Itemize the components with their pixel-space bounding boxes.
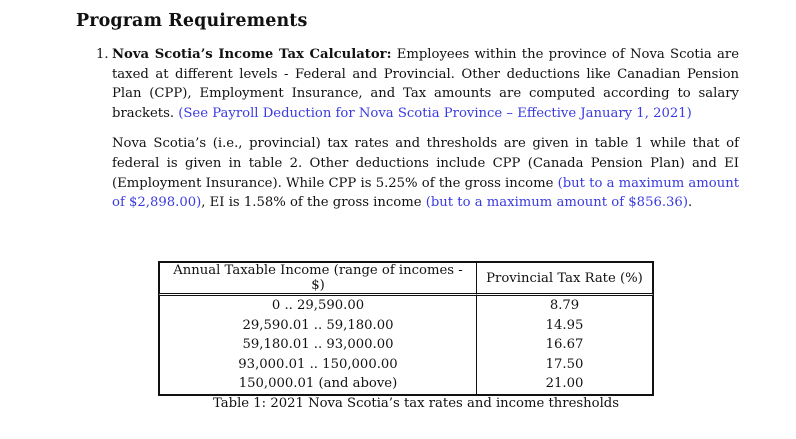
requirement-item-1 [96,45,739,213]
header-tax-rate: Provincial Tax Rate (%) [477,262,653,296]
item-number: 1. [96,47,109,62]
tax-rate-cell: 8.79 [477,296,653,316]
header-income-range: Annual Taxable Income (range of incomes - $) [159,262,477,296]
tax-rates-table [158,261,654,396]
item-title: Nova Scotia’s Income Tax Calculator: [112,47,392,62]
payroll-deduction-link[interactable]: (See Payroll Deduction for Nova Scotia Province – Effective January 1, 2021) [178,105,692,121]
income-range-cell: 59,180.01 .. 93,000.00 [159,335,477,355]
table-row [159,355,653,375]
paragraph-text-3: . [687,195,693,211]
paragraph-text-1: Nova Scotia’s (i.e., provincial) tax rates and thresholds are given in table 1 while that of federal is given in table 2. Other deductions include CPP (Canada Pension Plan) and EI (Employment Insurance). While CPP is 5.25% of the gross income [112,136,739,191]
item-description: Employees within the province of Nova Scotia are taxed at different levels - Federal and Provincial. Other deductions like Canadian Pension Plan (CPP), Employment Insurance, and Tax amounts are computed according to salary brackets. [112,47,739,121]
table-row [159,335,653,355]
table-row [159,374,653,395]
paragraph-text-2: , EI is 1.58% of the gross income [201,195,426,211]
cpp-maximum-link[interactable]: (but to a maximum amount of $2,898.00) [112,175,740,211]
income-range-cell: 93,000.01 .. 150,000.00 [159,355,477,375]
tax-rate-cell: 17.50 [477,355,653,375]
section-heading: Program Requirements [76,11,308,31]
income-range-cell: 0 .. 29,590.00 [159,296,477,316]
income-range-cell: 150,000.01 (and above) [159,374,477,395]
table-row [159,296,653,316]
tax-rates-table-container [158,261,654,396]
table-row [159,316,653,336]
item-paragraph-1 [112,45,739,123]
income-range-cell: 29,590.01 .. 59,180.00 [159,316,477,336]
tax-rate-cell: 16.67 [477,335,653,355]
item-paragraph-2 [112,134,739,212]
tax-rate-cell: 21.00 [477,374,653,395]
table-caption: Table 1: 2021 Nova Scotia’s tax rates and income thresholds [213,396,620,411]
table-header-row [159,262,653,296]
ei-maximum-link[interactable]: (but to a maximum amount of $856.36) [425,195,688,211]
tax-rate-cell: 14.95 [477,316,653,336]
